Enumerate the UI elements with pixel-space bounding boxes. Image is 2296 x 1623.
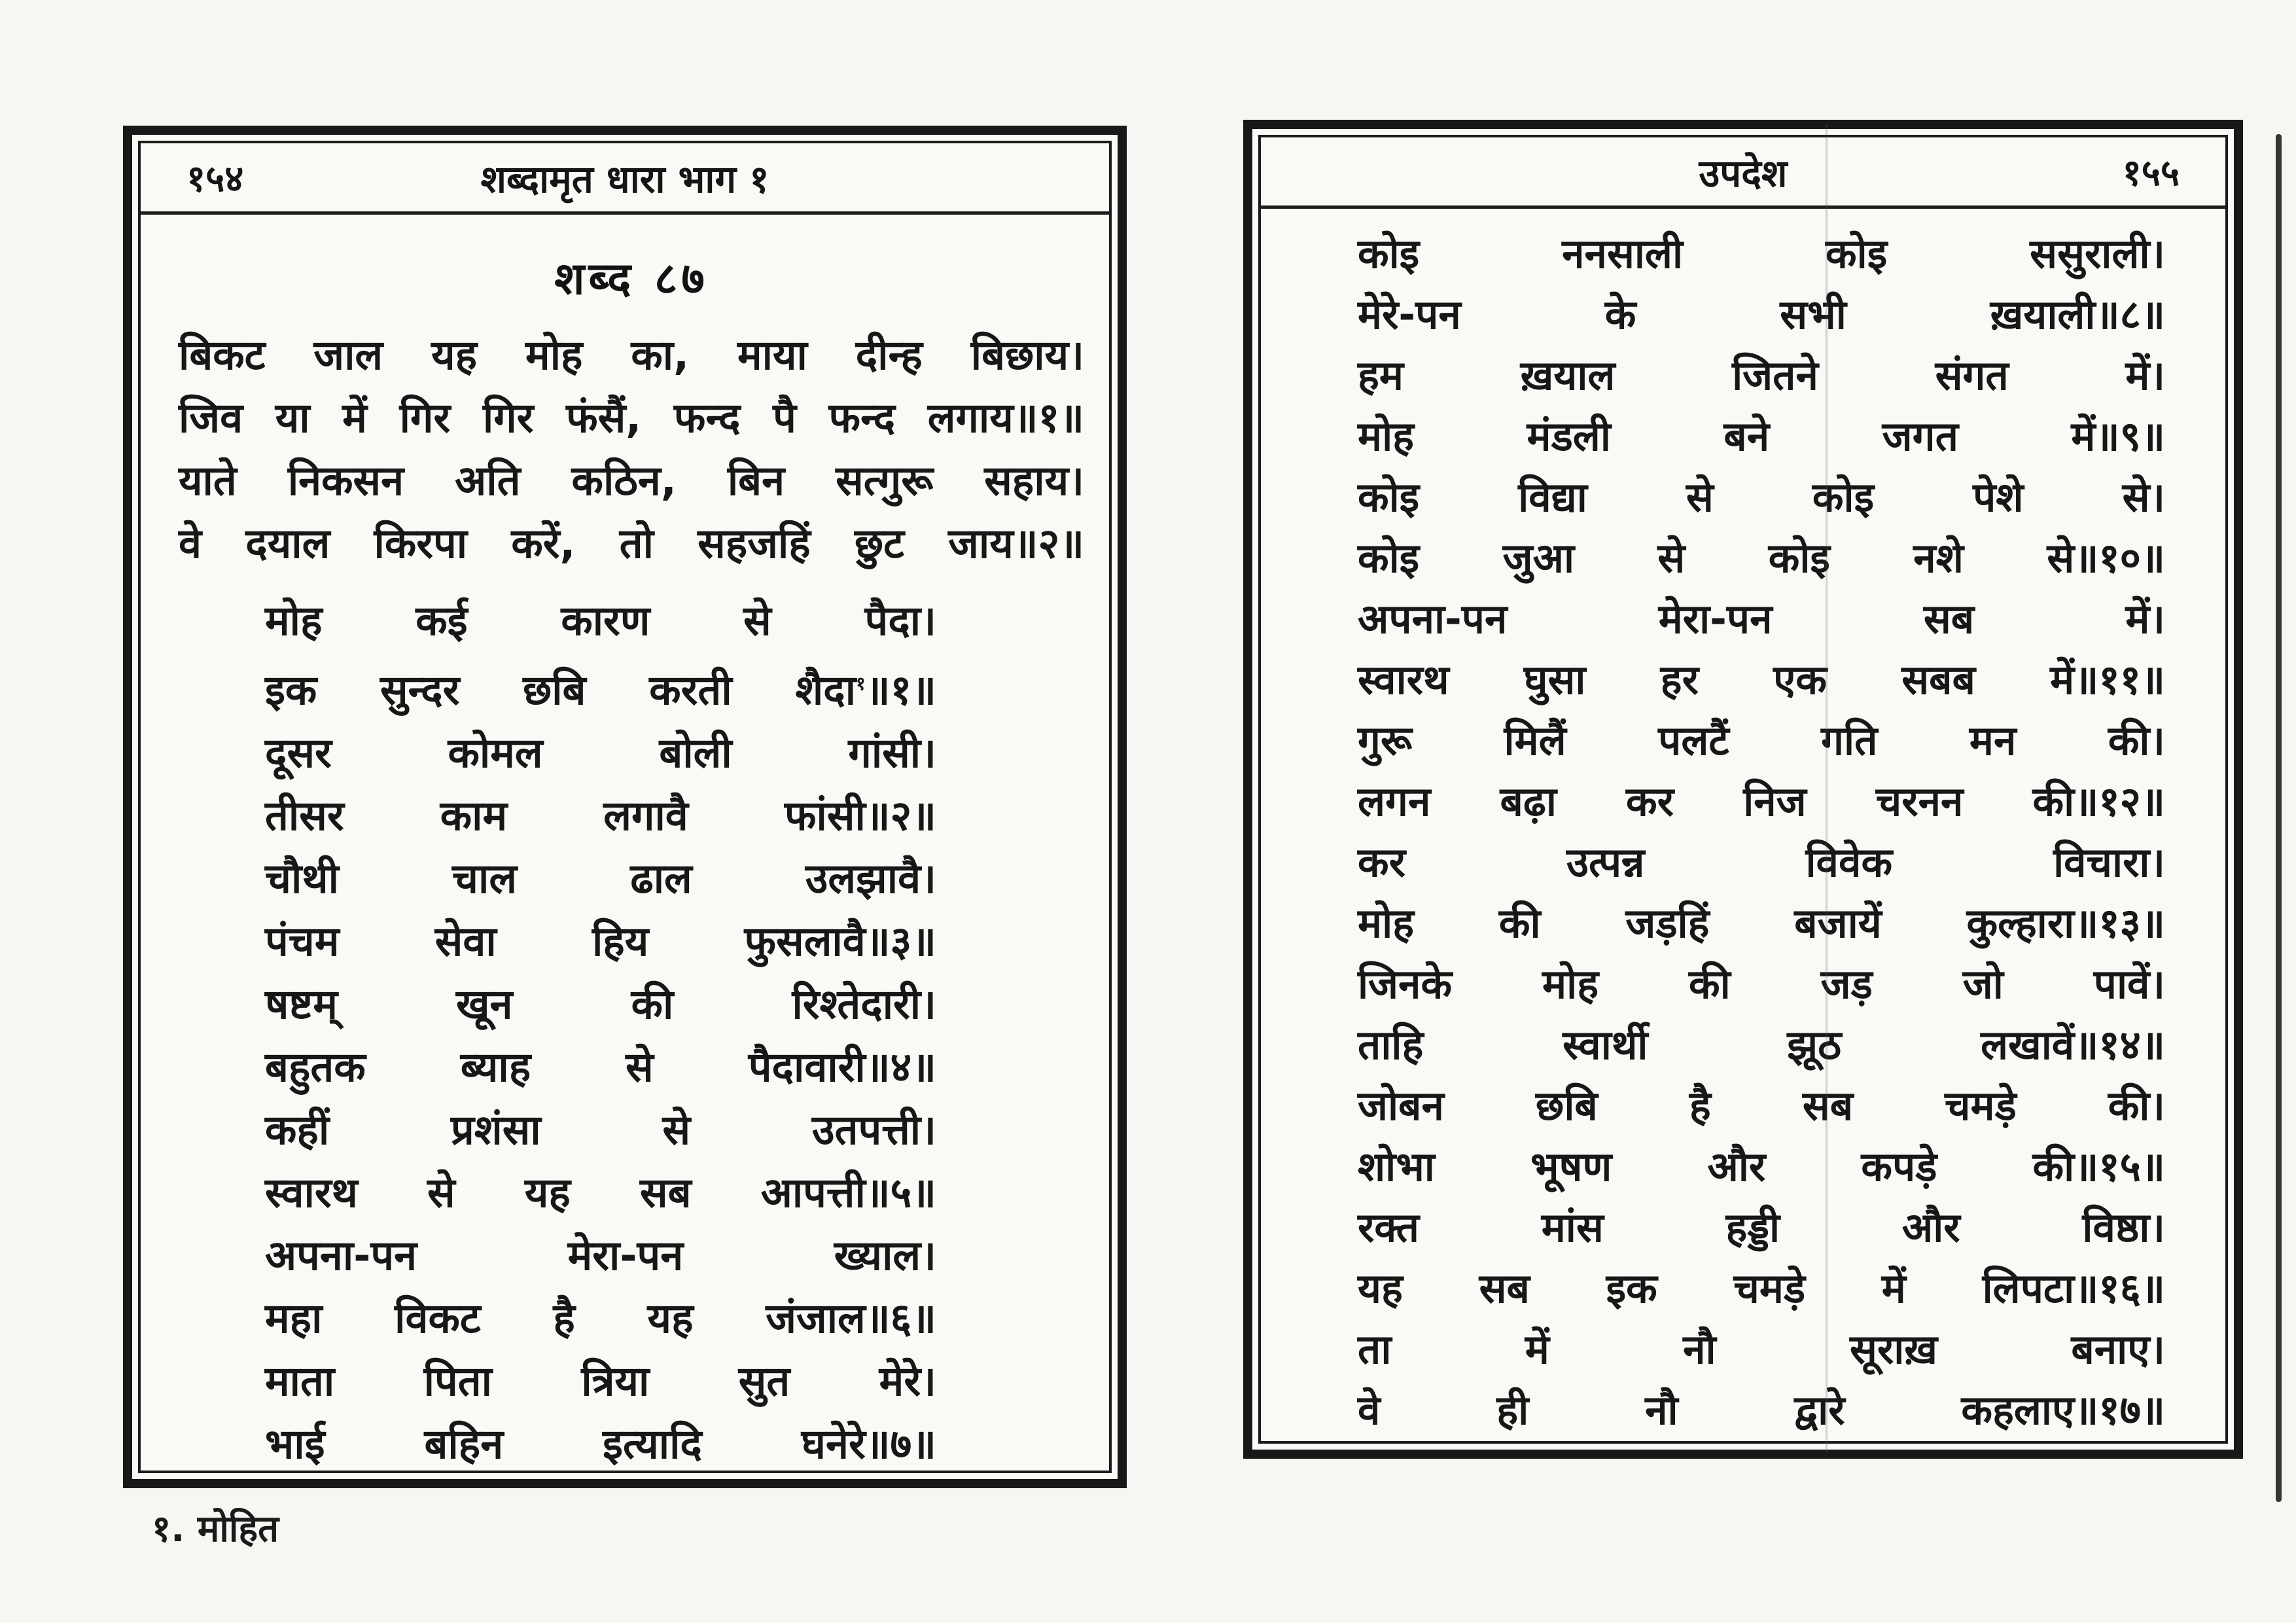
verse-line: बहुतक ब्याह से पैदावारी॥४॥ — [265, 1043, 936, 1091]
verse-line: कोइ ननसाली कोइ ससुराली। — [1358, 230, 2165, 277]
verse-line: अपना-पन मेरा-पन सब में। — [1358, 595, 2165, 643]
running-title-right: उपदेश — [1699, 151, 1788, 196]
book-edge-scan-shadow — [2276, 134, 2282, 1502]
verse-line: स्वारथ से यह सब आपत्ती॥५॥ — [265, 1169, 936, 1217]
verse-line: जिनके मोह की जड़ जो पावें। — [1358, 960, 2165, 1008]
verse-line: कोइ जुआ से कोइ नशे से॥१०॥ — [1358, 534, 2165, 582]
verse-line: ताहि स्वार्थी झूठ लखावें॥१४॥ — [1358, 1021, 2165, 1069]
verse-line: जोबन छबि है सब चमड़े की। — [1358, 1082, 2165, 1130]
verse-line: कोइ विद्या से कोइ पेशे से। — [1358, 473, 2165, 521]
chaupai-block — [265, 590, 936, 1473]
footnote-text: १. मोहित — [152, 1508, 279, 1550]
verse-line: षष्टम् खून की रिश्तेदारी। — [265, 980, 936, 1028]
verse-line: माता पिता त्रिया सुत मेरे। — [265, 1357, 936, 1405]
doha-line: वे दयाल किरपा करें, तो सहजहिं छुट जाय॥२॥ — [179, 520, 1084, 567]
page-number-right: १५५ — [2122, 152, 2180, 194]
verse-line: कहीं प्रशंसा से उतपत्ती। — [265, 1106, 936, 1154]
doha-line: याते निकसन अति कठिन, बिन सत्गुरू सहाय। — [179, 457, 1084, 505]
page-154 — [123, 126, 1127, 1488]
verse-number: ॥१॥ — [865, 666, 936, 714]
verse-line: पंचम सेवा हिय फुसलावै॥३॥ — [265, 918, 936, 965]
verse-line: तीसर काम लगावै फांसी॥२॥ — [265, 792, 936, 840]
verse-line: कर उत्पन्न विवेक विचारा। — [1358, 838, 2165, 886]
page-155-running-header — [1261, 137, 2225, 209]
verse-line: मोह की जड़हिं बजायें कुल्हारा॥१३॥ — [1358, 899, 2165, 947]
verse-line: शोभा भूषण और कपड़े की॥१५॥ — [1358, 1143, 2165, 1190]
verse-line: मेरे-पन के सभी ख़याली॥८॥ — [1358, 291, 2165, 338]
page-154-body — [141, 215, 1109, 1473]
verse-line-with-footnote — [265, 652, 936, 722]
footnote-marker: १ — [856, 673, 866, 694]
doha-line: बिकट जाल यह मोह का, माया दीन्ह बिछाय। — [179, 331, 1084, 379]
verse-line: मोह मंडली बने जगत में॥९॥ — [1358, 412, 2165, 460]
verse-line: रक्त मांस हड्डी और विष्ठा। — [1358, 1204, 2165, 1251]
verse-line: वे ही नौ द्वारे कहलाए॥१७॥ — [1358, 1386, 2165, 1434]
page-155-inner-frame — [1258, 135, 2228, 1444]
verse-line: महा विकट है यह जंजाल॥६॥ — [265, 1294, 936, 1342]
page-number-left: १५४ — [186, 158, 244, 200]
running-title-left: शब्दामृत धारा भाग १ — [480, 156, 769, 202]
verse-line: दूसर कोमल बोली गांसी। — [265, 729, 936, 777]
verse-line: मोह कई कारण से पैदा। — [265, 597, 936, 645]
verse-line: हम ख़याल जितने संगत में। — [1358, 351, 2165, 399]
verse-line: स्वारथ घुसा हर एक सबब में॥११॥ — [1358, 656, 2165, 704]
page-154-running-header — [141, 143, 1109, 215]
verse-line: ता में नौ सूराख़ बनाए। — [1358, 1325, 2165, 1373]
doha-line: जिव या में गिर गिर फंसैं, फन्द पै फन्द लगाय॥१॥ — [179, 394, 1084, 442]
page-fold-scan-line — [1826, 124, 1828, 1453]
page-155 — [1243, 120, 2243, 1459]
verse-line: लगन बढ़ा कर निज चरनन की॥१२॥ — [1358, 777, 2165, 825]
verse-line: अपना-पन मेरा-पन ख्याल। — [265, 1232, 936, 1279]
verse-line: गुरू मिलैं पलटैं गति मन की। — [1358, 717, 2165, 764]
doha-block — [179, 324, 1084, 575]
verse-line: भाई बहिन इत्यादि घनेरे॥७॥ — [265, 1420, 936, 1468]
page-155-body — [1261, 209, 2225, 1440]
verse-line: चौथी चाल ढाल उलझावै। — [265, 855, 936, 902]
verse-text: इक सुन्दर छबि करती शैदा — [265, 666, 857, 714]
page-154-inner-frame — [138, 141, 1112, 1473]
shabd-heading: शब्द ८७ — [554, 253, 709, 305]
verse-line: यह सब इक चमड़े में लिपटा॥१६॥ — [1358, 1264, 2165, 1312]
